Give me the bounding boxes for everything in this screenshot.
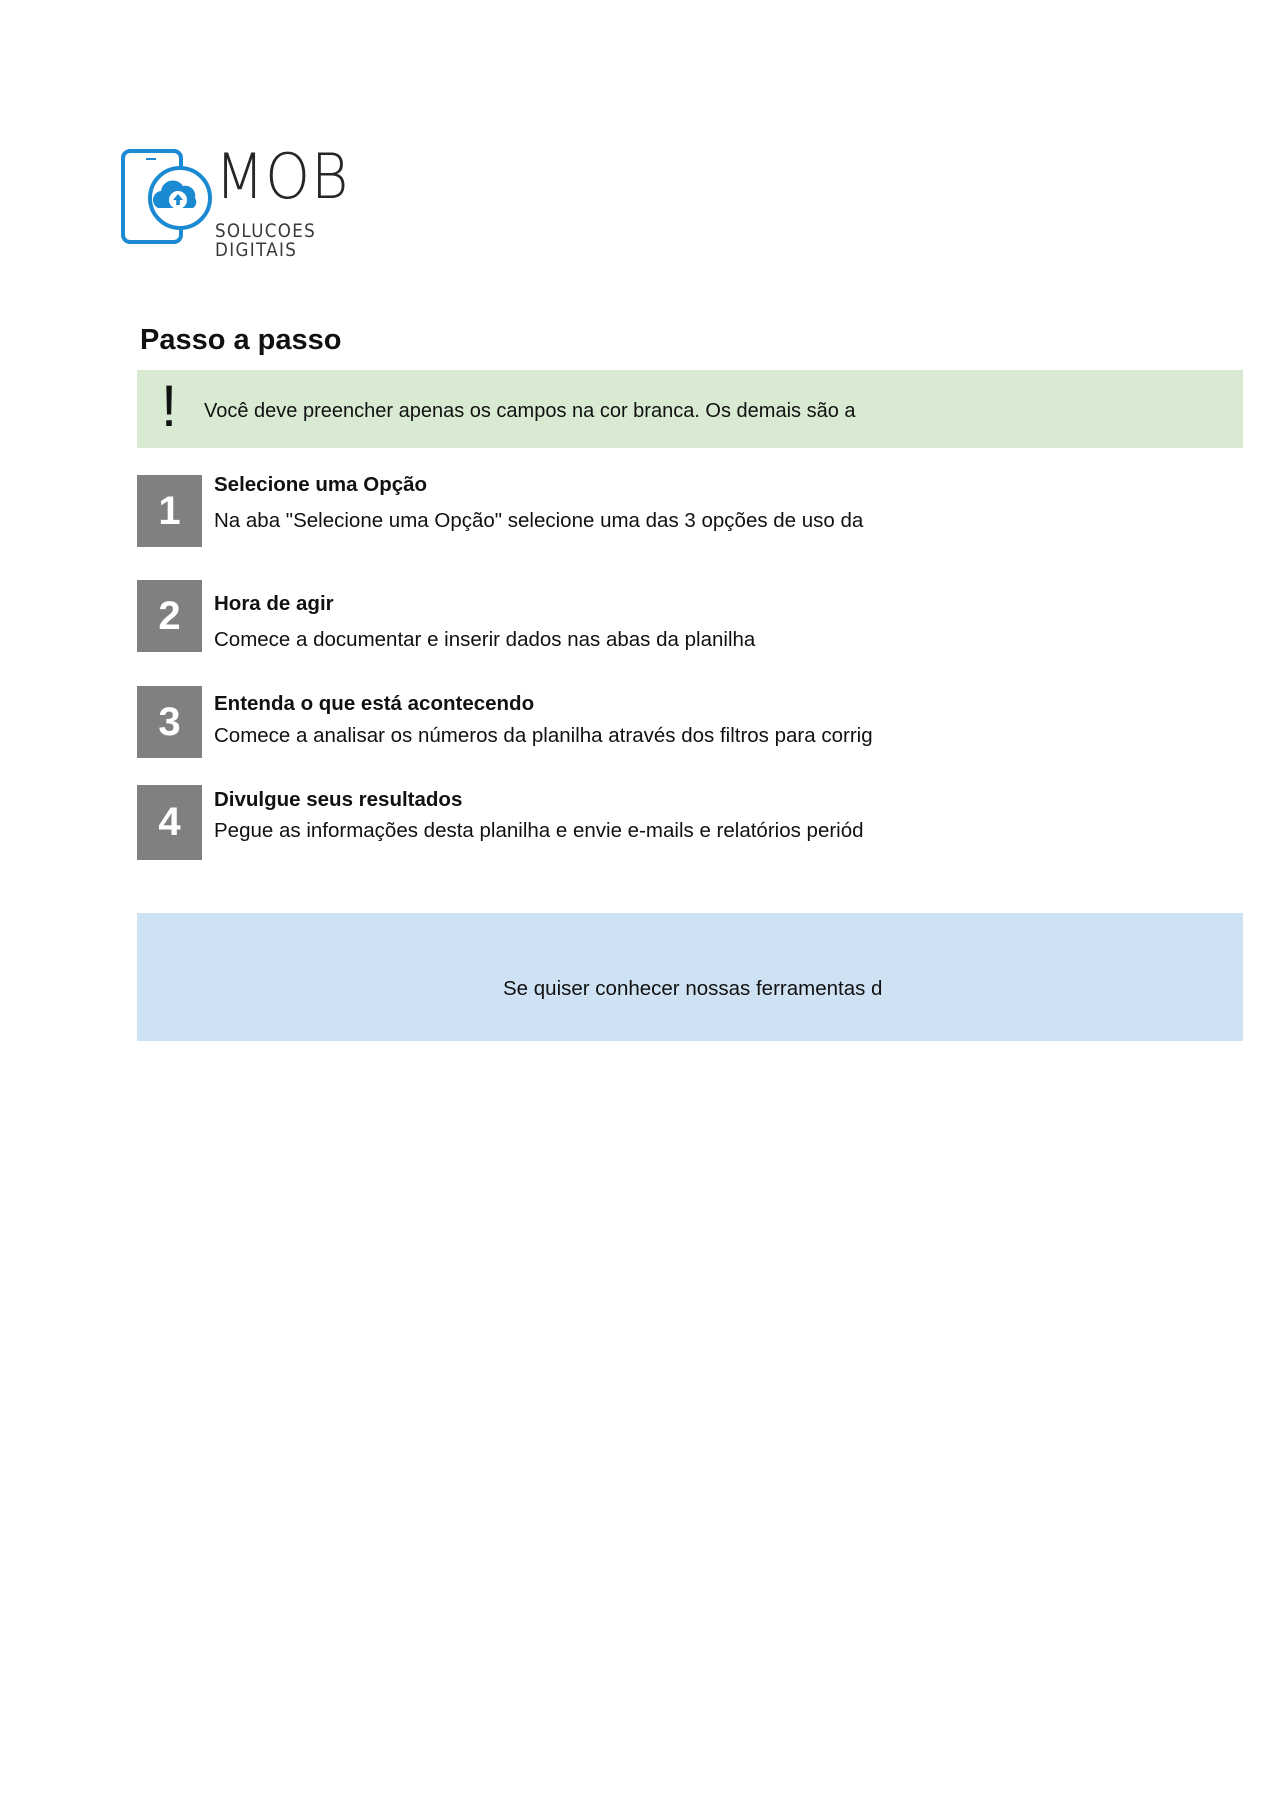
- step-title: Hora de agir: [214, 592, 334, 615]
- company-logo: [120, 140, 430, 261]
- step-number-badge: 1: [137, 475, 202, 547]
- step-title: Entenda o que está acontecendo: [214, 692, 535, 715]
- page-title: Passo a passo: [140, 324, 342, 356]
- notice-text: Você deve preencher apenas os campos na cor branca. Os demais são a: [204, 400, 856, 422]
- logo-wordmark: MOB: [215, 140, 350, 213]
- step-description: Na aba "Selecione uma Opção" selecione uma das 3 opções de uso da: [214, 509, 864, 532]
- step-number-badge: 2: [137, 580, 202, 652]
- step-number-badge: 3: [137, 686, 202, 758]
- step-description: Pegue as informações desta planilha e envie e-mails e relatórios periód: [214, 819, 864, 842]
- contact-banner: [137, 913, 1243, 1041]
- step-description: Comece a documentar e inserir dados nas abas da planilha: [214, 628, 756, 651]
- contact-text: Se quiser conhecer nossas ferramentas d: [503, 977, 883, 1000]
- logo-tagline: SOLUCOES DIGITAIS: [215, 220, 317, 261]
- step-number-badge: 4: [137, 785, 202, 860]
- notice-banner: [137, 370, 1243, 448]
- step-description: Comece a analisar os números da planilha através dos filtros para corrig: [214, 724, 873, 747]
- step-title: Selecione uma Opção: [214, 473, 428, 496]
- step-title: Divulgue seus resultados: [214, 788, 463, 811]
- exclamation-icon: !: [161, 374, 178, 439]
- tablet-cloud-upload-icon: [120, 148, 212, 246]
